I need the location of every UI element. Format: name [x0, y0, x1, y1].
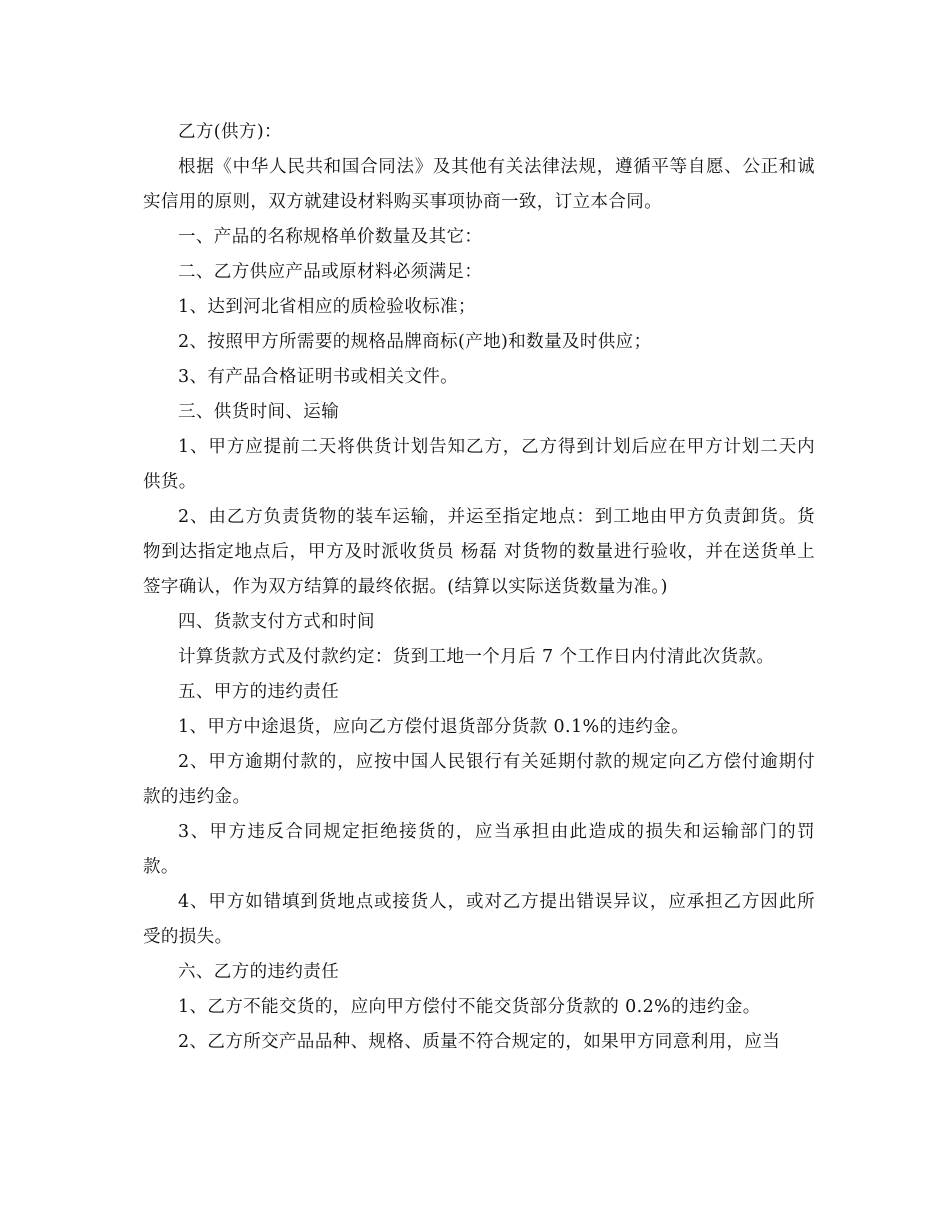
section-1-heading: 一、产品的名称规格单价数量及其它： — [178, 227, 483, 247]
section-3-item-2: 2、由乙方负责货物的装车运输，并运至指定地点：到工地由甲方负责卸货。货物到达指定地点后，甲方及时派收货员 杨磊 对货物的数量进行验收，并在送货单上签字确认，作为双方结算的最终依据。(结算以实际送货数量为准。) — [143, 507, 815, 597]
section-2-item-3: 3、有产品合格证明书或相关文件。 — [178, 367, 459, 387]
section-6-heading: 六、乙方的违约责任 — [178, 962, 340, 982]
section-6-item-1: 1、乙方不能交货的，应向甲方偿付不能交货部分货款的 0.2%的违约金。 — [178, 997, 761, 1017]
document-body — [143, 115, 815, 1060]
section-3-item-1: 1、甲方应提前二天将供货计划告知乙方，乙方得到计划后应在甲方计划二天内供货。 — [143, 437, 815, 492]
section-5-item-1: 1、甲方中途退货，应向乙方偿付退货部分货款 0.1%的违约金。 — [178, 717, 690, 737]
section-5-item-3: 3、甲方违反合同规定拒绝接货的，应当承担由此造成的损失和运输部门的罚款。 — [143, 822, 815, 877]
section-5-item-2: 2、甲方逾期付款的，应按中国人民银行有关延期付款的规定向乙方偿付逾期付款的违约金。 — [143, 752, 815, 807]
preamble-paragraph: 根据《中华人民共和国合同法》及其他有关法律法规，遵循平等自愿、公正和诚实信用的原则，双方就建设材料购买事项协商一致，订立本合同。 — [143, 157, 815, 212]
section-4-heading: 四、货款支付方式和时间 — [178, 612, 375, 632]
section-2-item-1: 1、达到河北省相应的质检验收标准； — [178, 297, 476, 317]
section-4-payment-terms: 计算货款方式及付款约定：货到工地一个月后 7 个工作日内付清此次货款。 — [178, 647, 775, 667]
section-2-heading: 二、乙方供应产品或原材料必须满足： — [178, 262, 483, 282]
party-b-heading: 乙方(供方)： — [178, 122, 282, 142]
section-3-heading: 三、供货时间、运输 — [178, 402, 340, 422]
section-2-item-2: 2、按照甲方所需要的规格品牌商标(产地)和数量及时供应； — [178, 332, 652, 352]
section-5-heading: 五、甲方的违约责任 — [178, 682, 340, 702]
section-6-item-2: 2、乙方所交产品品种、规格、质量不符合规定的，如果甲方同意利用，应当 — [178, 1032, 781, 1052]
section-5-item-4: 4、甲方如错填到货地点或接货人，或对乙方提出错误异议，应承担乙方因此所受的损失。 — [143, 892, 815, 947]
